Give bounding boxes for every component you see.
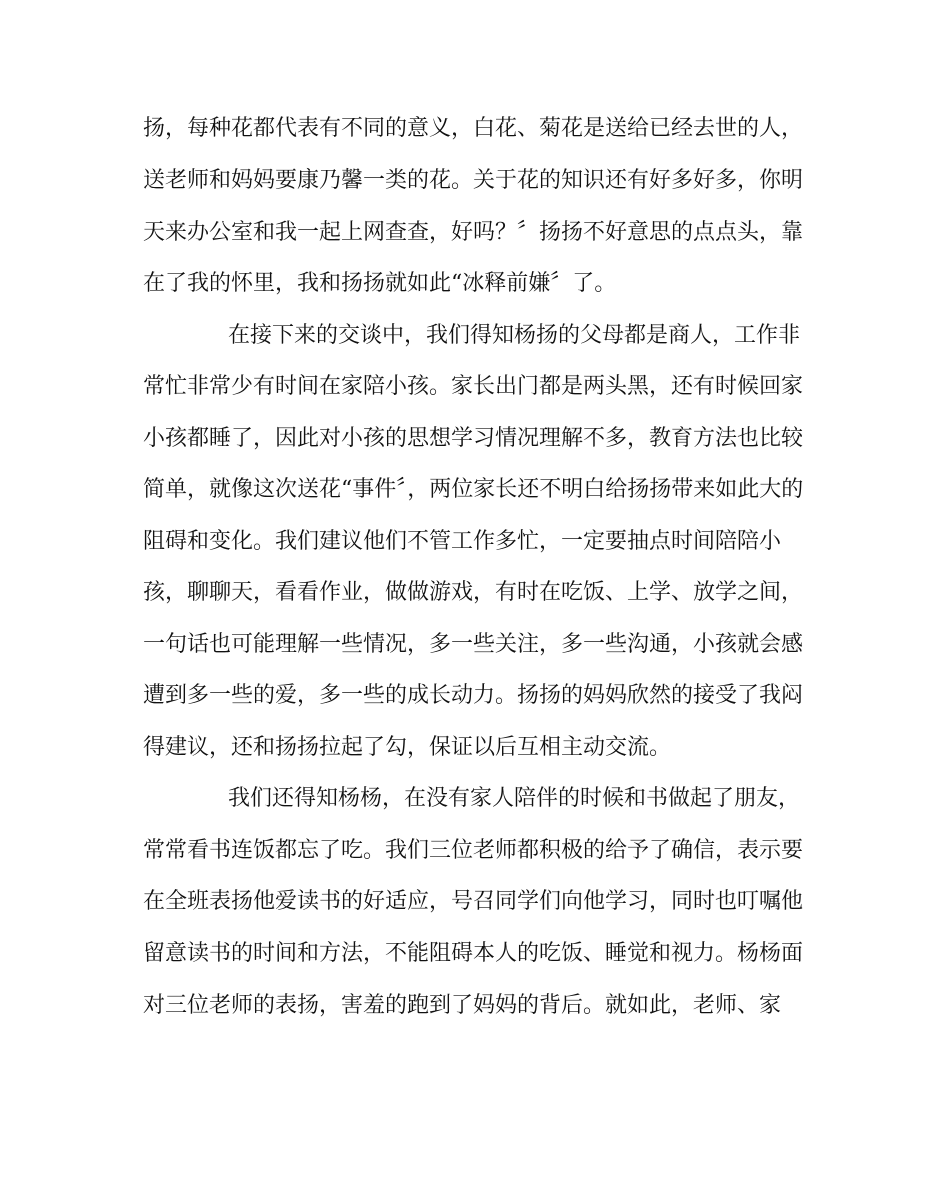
text-line: 送老师和妈妈要康乃馨一类的花。关于花的知识还有好多好多，你明 xyxy=(143,168,804,193)
text-line: 一句话也可能理解一些情况，多一些关注，多一些沟通，小孩就会感 xyxy=(143,632,804,657)
paragraph-first-line: 在接下来的交谈中，我们得知杨扬的父母都是商人，工作非 xyxy=(228,323,801,348)
text-line: 在全班表扬他爱读书的好适应，号召同学们向他学习，同时也叮嘱他 xyxy=(143,889,804,914)
text-line: 常常看书连饭都忘了吃。我们三位老师都积极的给予了确信，表示要 xyxy=(143,838,804,863)
text-line: 留意读书的时间和方法，不能阻碍本人的吃饭、睡觉和视力。杨杨面 xyxy=(143,941,804,966)
text-line: 在了我的怀里，我和扬扬就如此“冰释前嫌〞了。 xyxy=(143,271,617,296)
text-line: 孩，聊聊天，看看作业，做做游戏，有时在吃饭、上学、放学之间， xyxy=(143,580,804,605)
text-line: 常忙非常少有时间在家陪小孩。家长出门都是两头黑，还有时候回家 xyxy=(143,374,804,399)
text-line: 得建议，还和扬扬拉起了勾，保证以后互相主动交流。 xyxy=(143,735,672,760)
text-line: 对三位老师的表扬，害羞的跑到了妈妈的背后。就如此，老师、家 xyxy=(143,993,782,1018)
text-line: 天来办公室和我一起上网查查，好吗？〞扬扬不好意思的点点头，靠 xyxy=(143,220,804,245)
text-line: 简单，就像这次送花“事件〞，两位家长还不明白给扬扬带来如此大的 xyxy=(143,477,804,502)
text-line: 阻碍和变化。我们建议他们不管工作多忙，一定要抽点时间陪陪小 xyxy=(143,529,782,554)
text-line: 遭到多一些的爱，多一些的成长动力。扬扬的妈妈欣然的接受了我闷 xyxy=(143,683,804,708)
text-line: 小孩都睡了，因此对小孩的思想学习情况理解不多，教育方法也比较 xyxy=(143,426,804,451)
paragraph-first-line: 我们还得知杨杨，在没有家人陪伴的时候和书做起了朋友， xyxy=(228,786,801,811)
text-line: 扬，每种花都代表有不同的意义，白花、菊花是送给已经去世的人， xyxy=(143,116,804,141)
